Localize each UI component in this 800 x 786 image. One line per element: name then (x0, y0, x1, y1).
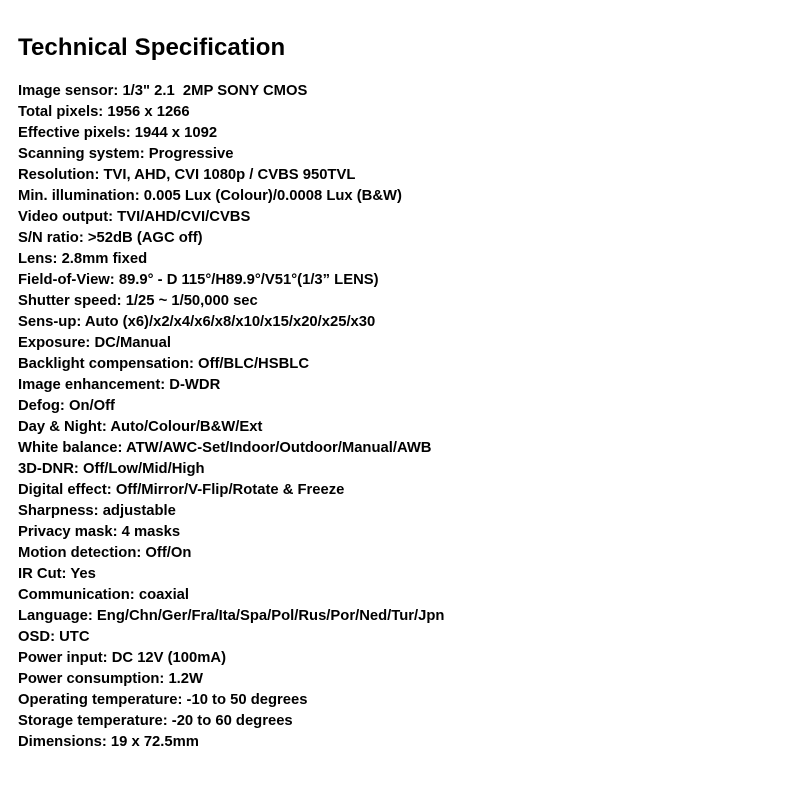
spec-line-communication: Communication: coaxial (18, 587, 190, 603)
page-title: Technical Specification (18, 34, 286, 61)
spec-line-image-sensor: Image sensor: 1/3" 2.1 2MP SONY CMOS (18, 83, 308, 99)
spec-line-digital-effect: Digital effect: Off/Mirror/V-Flip/Rotate & Freeze (18, 482, 345, 498)
spec-list (18, 81, 780, 753)
spec-line-shutter-speed: Shutter speed: 1/25 ~ 1/50,000 sec (18, 293, 258, 309)
spec-line-language: Language: Eng/Chn/Ger/Fra/Ita/Spa/Pol/Rus/Por/Ned/Tur/Jpn (18, 608, 445, 624)
spec-line-osd: OSD: UTC (18, 629, 90, 645)
spec-line-video-output: Video output: TVI/AHD/CVI/CVBS (18, 209, 251, 225)
spec-line-ir-cut: IR Cut: Yes (18, 566, 96, 582)
spec-line-image-enhancement: Image enhancement: D-WDR (18, 377, 221, 393)
spec-line-sn-ratio: S/N ratio: >52dB (AGC off) (18, 230, 203, 246)
spec-line-power-input: Power input: DC 12V (100mA) (18, 650, 227, 666)
spec-line-privacy-mask: Privacy mask: 4 masks (18, 524, 181, 540)
spec-line-backlight-compensation: Backlight compensation: Off/BLC/HSBLC (18, 356, 310, 372)
spec-line-scanning-system: Scanning system: Progressive (18, 146, 234, 162)
spec-line-exposure: Exposure: DC/Manual (18, 335, 171, 351)
spec-line-3d-dnr: 3D-DNR: Off/Low/Mid/High (18, 461, 205, 477)
spec-line-field-of-view: Field-of-View: 89.9° - D 115°/H89.9°/V51°(1/3” LENS) (18, 272, 379, 288)
spec-line-motion-detection: Motion detection: Off/On (18, 545, 192, 561)
spec-line-lens: Lens: 2.8mm fixed (18, 251, 148, 267)
spec-line-sharpness: Sharpness: adjustable (18, 503, 176, 519)
spec-line-min-illumination: Min. illumination: 0.005 Lux (Colour)/0.0008 Lux (B&W) (18, 188, 402, 204)
spec-line-power-consumption: Power consumption: 1.2W (18, 671, 203, 687)
spec-line-white-balance: White balance: ATW/AWC-Set/Indoor/Outdoor/Manual/AWB (18, 440, 432, 456)
spec-line-day-night: Day & Night: Auto/Colour/B&W/Ext (18, 419, 263, 435)
spec-line-effective-pixels: Effective pixels: 1944 x 1092 (18, 125, 218, 141)
spec-line-resolution: Resolution: TVI, AHD, CVI 1080p / CVBS 950TVL (18, 167, 356, 183)
spec-line-dimensions: Dimensions: 19 x 72.5mm (18, 734, 199, 750)
spec-line-sens-up: Sens-up: Auto (x6)/x2/x4/x6/x8/x10/x15/x20/x25/x30 (18, 314, 376, 330)
spec-line-storage-temperature: Storage temperature: -20 to 60 degrees (18, 713, 293, 729)
spec-line-operating-temperature: Operating temperature: -10 to 50 degrees (18, 692, 308, 708)
spec-line-total-pixels: Total pixels: 1956 x 1266 (18, 104, 190, 120)
spec-line-defog: Defog: On/Off (18, 398, 115, 414)
